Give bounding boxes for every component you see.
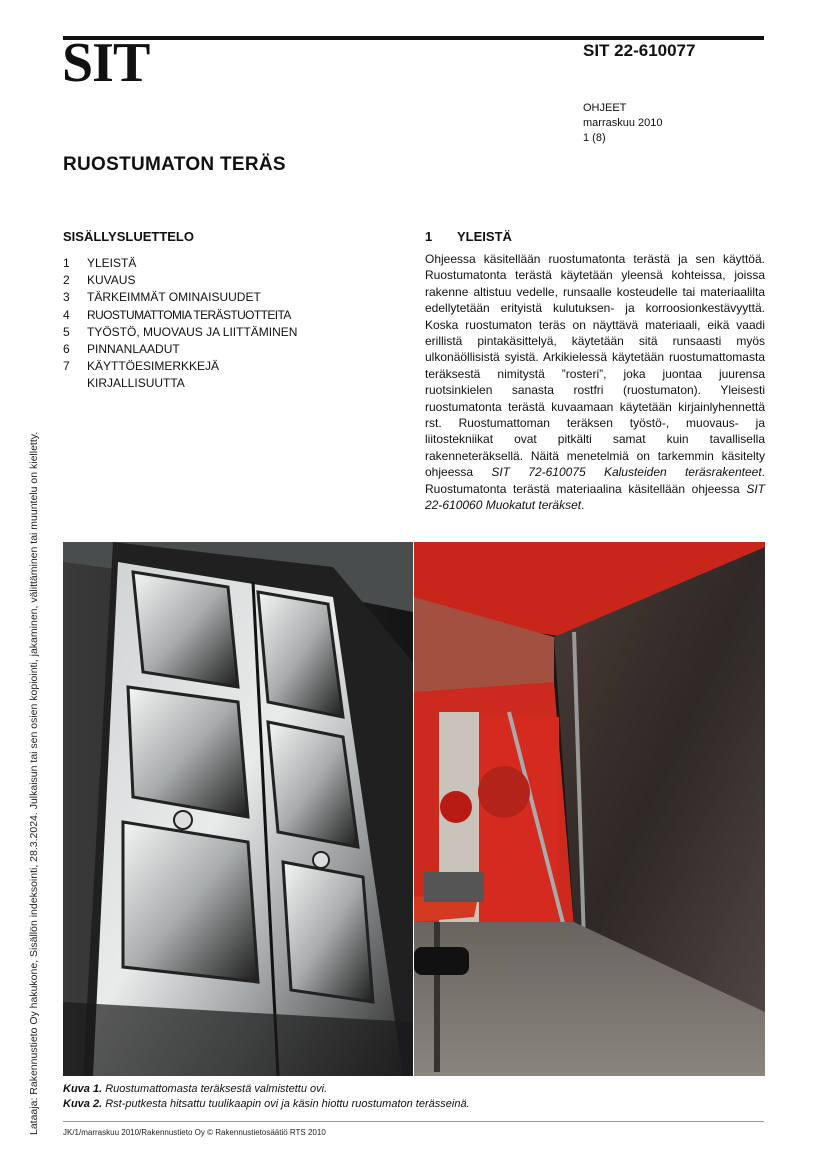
toc-item-number: 4 xyxy=(63,307,70,322)
doc-number: SIT 22-610077 xyxy=(583,41,696,60)
toc-item-number xyxy=(63,375,87,392)
toc-item-label: KÄYTTÖESIMERKKEJÄ xyxy=(87,359,220,374)
toc-item-label: PINNANLAADUT xyxy=(87,342,180,357)
toc-item[interactable] xyxy=(63,289,297,306)
caption-figure-2 xyxy=(63,1097,470,1112)
section-body xyxy=(425,251,765,514)
caption-label: Kuva 1. xyxy=(63,1083,103,1095)
caption-text: Ruostumattomasta teräksestä valmistettu ovi. xyxy=(102,1083,328,1095)
body-text-part: Ohjeessa käsitellään ruostumatonta terästä ja sen käyttöä. Ruostumatonta terästä käytetään yleensä kohteissa, joissa rakenne altistuu vedelle, runsaalle kosteudelle tai materiaalilta edellytetään erityistä kulutuksen- ja korroosionkestävyyttä. Koska ruostumaton teräs on näyttävä materiaali, eikä vaadi erillistä pintakäsittelyä, käytetään sitä runsaasti myös ulkonäöllisistä syistä. Arkikielessä käytetään ruostumattomasta teräksestä nimitystä ”rosteri”, joka juontaa juurensa ruotsinkielen sanasta rostfri (ruostumaton). Yleisesti ruostumatonta terästä kuvaamaan käytetään kirjainlyhennettä rst. Ruostumattoman teräksen työstö-, muovaus- ja liitostekniikat ovat pitkälti samat kuin tavallisella rakenneteräksellä. Näitä menetelmiä on tarkemmin käsitelty ohjeessa xyxy=(425,252,765,480)
reference-2: SIT 22-610060 Muokatut teräkset xyxy=(425,481,765,513)
section-number: 1 xyxy=(425,229,433,244)
toc-item-number: 1 xyxy=(63,256,70,270)
caption-figure-1 xyxy=(63,1082,470,1097)
header-rule xyxy=(63,36,764,40)
table-of-contents xyxy=(63,255,297,393)
sit-logo: SIT xyxy=(62,32,150,94)
page-indicator: 1 (8) xyxy=(583,132,606,144)
toc-item-label: RUOSTUMATTOMIA TERÄSTUOTTEITA xyxy=(87,307,291,322)
doc-meta xyxy=(583,101,663,146)
toc-item[interactable] xyxy=(63,375,297,392)
toc-item[interactable] xyxy=(63,324,297,341)
toc-item-number: 3 xyxy=(63,290,70,305)
toc-item[interactable] xyxy=(63,307,297,324)
caption-text: Rst-putkesta hitsattu tuulikaapin ovi ja käsin hiottu ruostumaton terässeinä. xyxy=(102,1098,470,1110)
toc-item-number: 7 xyxy=(63,359,70,374)
footer-text: JK/1/marraskuu 2010/Rakennustieto Oy © Rakennustietosäätiö RTS 2010 xyxy=(63,1128,326,1137)
toc-item-label: YLEISTÄ xyxy=(87,256,137,270)
caption-label: Kuva 2. xyxy=(63,1098,103,1110)
photo-red-vestibule xyxy=(414,542,765,1076)
body-text-part: . Ruostumatonta terästä materiaalina käsitellään ohjeessa xyxy=(425,465,765,496)
photo-stainless-door xyxy=(63,542,413,1076)
toc-item[interactable] xyxy=(63,272,297,289)
toc-item-label: TÄRKEIMMÄT OMINAISUUDET xyxy=(87,290,261,305)
doc-type: OHJEET xyxy=(583,102,627,114)
toc-heading: SISÄLLYSLUETTELO xyxy=(63,229,194,244)
toc-item-label: KUVAUS xyxy=(87,273,136,288)
toc-item[interactable] xyxy=(63,341,297,358)
toc-item-label: TYÖSTÖ, MUOVAUS JA LIITTÄMINEN xyxy=(87,324,298,339)
toc-item-number: 5 xyxy=(63,324,70,339)
toc-item-number: 6 xyxy=(63,342,70,357)
toc-item[interactable] xyxy=(63,358,297,375)
footer-rule xyxy=(63,1121,764,1122)
reference-1: SIT 72-610075 Kalusteiden teräsrakenteet xyxy=(491,465,762,480)
doc-date: marraskuu 2010 xyxy=(583,117,663,129)
section-heading xyxy=(425,229,512,244)
body-text-part: . xyxy=(581,498,585,513)
toc-item-number: 2 xyxy=(63,273,70,288)
toc-item[interactable] xyxy=(63,255,297,272)
toc-item-label: KIRJALLISUUTTA xyxy=(87,376,185,391)
figure-captions xyxy=(63,1082,470,1112)
page-title: RUOSTUMATON TERÄS xyxy=(63,154,286,175)
download-notice: Lataaja: Rakennustieto Oy hakukone, Sisällön indeksointi, 28.3.2024. Julkaisun tai sen osien kopiointi, jakaminen, välittäminen tai muuntelu on kielletty. xyxy=(28,431,40,1135)
section-title: YLEISTÄ xyxy=(457,229,512,244)
